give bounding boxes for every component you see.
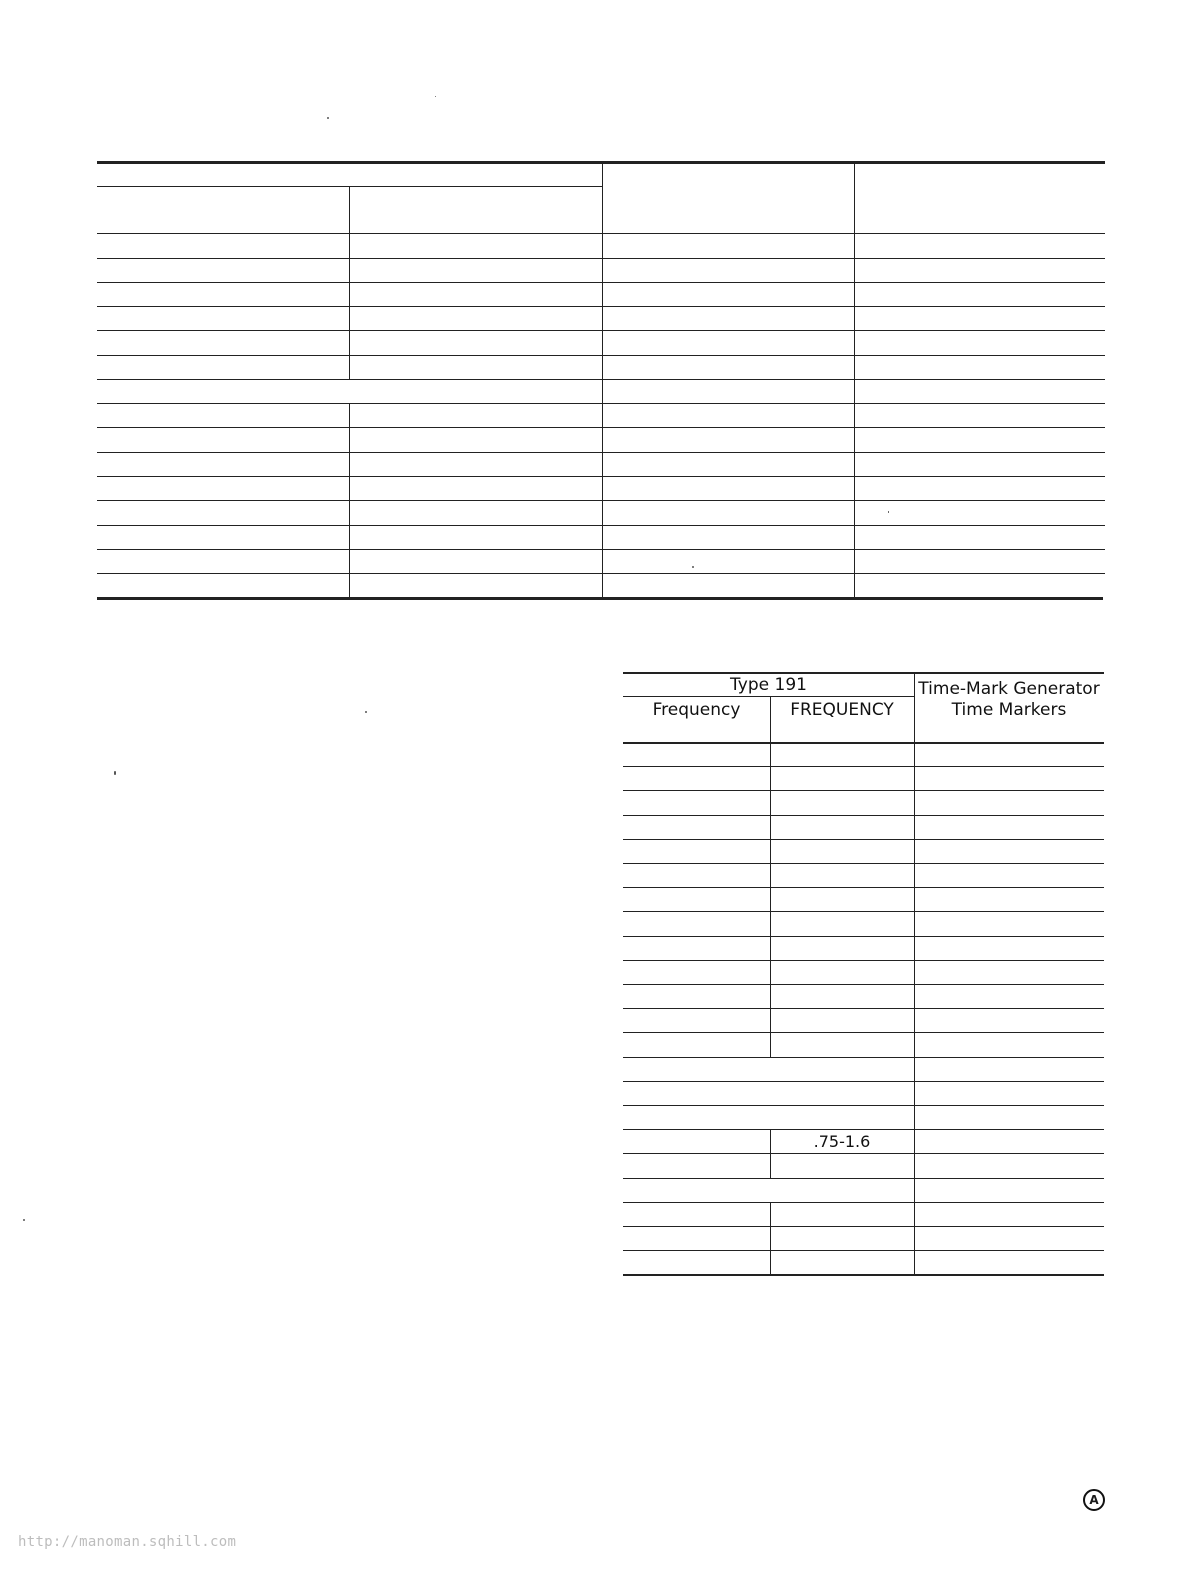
row-rule — [623, 766, 1104, 767]
row-rule — [623, 1032, 1104, 1033]
row-rule — [97, 452, 1105, 453]
row-rule — [97, 427, 1105, 428]
row-rule — [623, 1226, 1104, 1227]
row-rule — [623, 984, 1104, 985]
revision-mark-icon: A — [1083, 1489, 1105, 1511]
scan-speck — [327, 117, 329, 119]
type-191-frequency-table — [623, 672, 1104, 1278]
frequency-cell: .75-1.6 — [813, 1132, 871, 1152]
column-divider — [349, 186, 350, 380]
column-divider — [854, 161, 855, 597]
column-divider — [349, 403, 350, 597]
column-divider — [914, 672, 915, 1276]
header-bottom-rule — [623, 742, 1104, 744]
row-rule — [623, 1178, 1104, 1179]
row-rule — [623, 1250, 1104, 1251]
row-rule — [623, 1129, 1104, 1130]
row-rule — [623, 1008, 1104, 1009]
row-rule — [623, 887, 1104, 888]
row-rule — [97, 330, 1105, 331]
column-header-time-markers: Time Markers — [951, 700, 1067, 720]
row-rule — [623, 839, 1104, 840]
row-rule — [623, 1105, 1104, 1106]
row-rule — [623, 1081, 1104, 1082]
row-rule — [97, 525, 1105, 526]
scan-speck — [888, 511, 889, 513]
column-divider — [770, 696, 771, 1058]
row-rule — [623, 1202, 1104, 1203]
row-rule — [97, 306, 1105, 307]
top-ruled-table — [97, 161, 1105, 601]
scan-speck — [23, 1219, 25, 1221]
source-url: http://manoman.sqhill.com — [18, 1534, 237, 1550]
header-bottom-rule — [97, 233, 1105, 234]
scan-speck — [114, 771, 116, 775]
header-group-rule — [623, 696, 914, 697]
row-rule — [97, 403, 1105, 404]
row-rule — [97, 258, 1105, 259]
row-rule — [97, 573, 1105, 574]
row-rule — [623, 815, 1104, 816]
group-header-type-191: Type 191 — [730, 675, 807, 695]
table-top-rule — [97, 161, 1105, 164]
row-rule — [97, 549, 1105, 550]
column-header-time-mark-generator: Time-Mark Generator — [918, 679, 1100, 699]
row-rule — [97, 476, 1105, 477]
scan-speck — [692, 566, 694, 568]
row-rule — [623, 863, 1104, 864]
column-header-frequency-control: FREQUENCY — [790, 700, 894, 720]
row-rule — [623, 1153, 1104, 1154]
column-divider — [770, 1202, 771, 1276]
table-bottom-rule — [623, 1274, 1104, 1276]
row-rule — [623, 1057, 1104, 1058]
row-rule — [97, 355, 1105, 356]
row-rule — [97, 500, 1105, 501]
scan-speck — [365, 711, 367, 713]
row-rule — [97, 282, 1105, 283]
row-rule — [623, 911, 1104, 912]
column-divider — [602, 161, 603, 597]
row-rule — [623, 936, 1104, 937]
row-rule — [623, 790, 1104, 791]
row-rule — [97, 379, 1105, 380]
column-header-frequency: Frequency — [652, 700, 741, 720]
row-rule — [623, 960, 1104, 961]
scan-speck — [435, 96, 436, 97]
table-top-rule — [623, 672, 1104, 674]
table-bottom-rule — [97, 597, 1103, 600]
